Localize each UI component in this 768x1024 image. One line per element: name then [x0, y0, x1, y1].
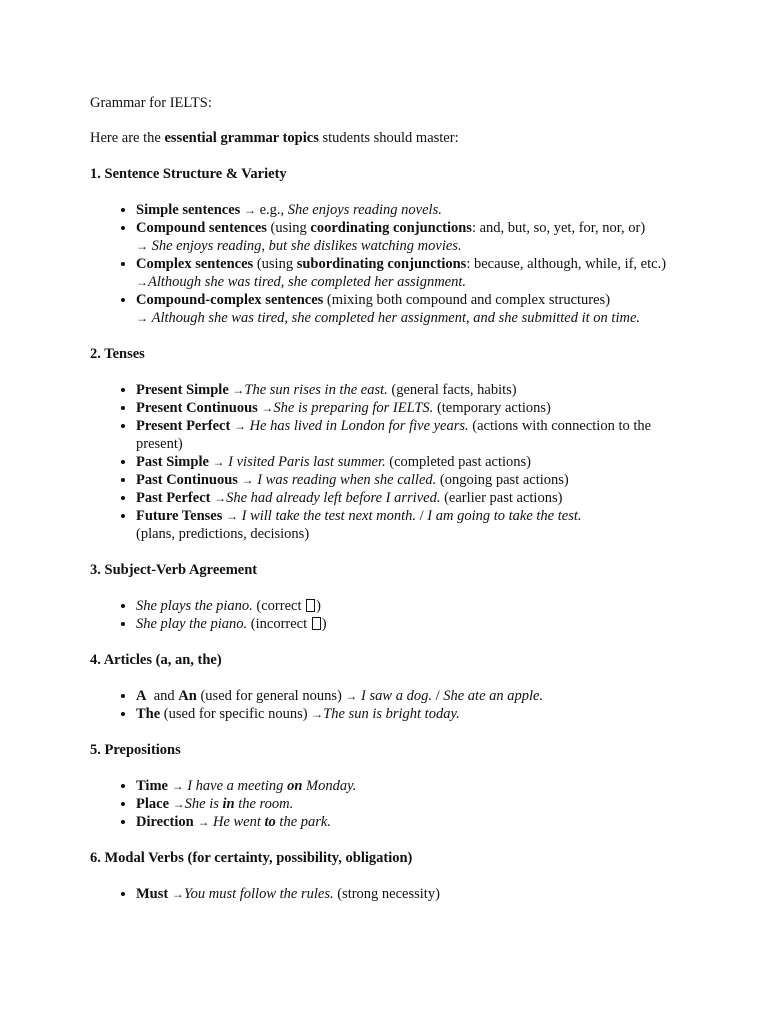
arrow-icon: → [311, 707, 324, 721]
list-item-past-perfect: • Past Perfect →She had already left before I arrived. (earlier past actions) [136, 489, 690, 507]
document-title: Grammar for IELTS: [90, 95, 212, 111]
list-item-past-continuous: • Past Continuous → I was reading when she called. (ongoing past actions) [136, 471, 690, 489]
list-item-complex-sentences: • Complex sentences (using subordinating conjunctions: because, although, while, if, etc.) →Although she was tired, she completed her assignment. [136, 255, 690, 291]
list-item-incorrect-example: • She play the piano. (incorrect ) [136, 615, 690, 633]
tenses-list [90, 381, 690, 543]
articles-list [90, 687, 690, 723]
arrow-icon: → [345, 689, 358, 703]
prepositions-list [90, 777, 690, 831]
list-item-a-an: • A and An (used for general nouns) → I saw a dog. / She ate an apple. [136, 687, 690, 705]
arrow-icon: → [172, 797, 185, 811]
arrow-icon: → [171, 887, 184, 901]
list-item-must: • Must →You must follow the rules. (strong necessity) [136, 885, 690, 903]
list-item-direction: • Direction → He went to the park. [136, 813, 690, 831]
arrow-icon: → [233, 419, 246, 433]
section-heading-subject-verb-agreement: 3. Subject-Verb Agreement [90, 562, 258, 578]
arrow-icon: → [225, 509, 238, 523]
arrow-icon: → [197, 815, 210, 829]
section-heading-sentence-structure: 1. Sentence Structure & Variety [90, 166, 287, 182]
list-item-place: • Place →She is in the room. [136, 795, 690, 813]
list-item-compound-complex-sentences: • Compound-complex sentences (mixing both compound and complex structures) → Although she was tired, she completed her assignment, and she submitted it on time. [136, 291, 690, 327]
arrow-icon: → [136, 275, 148, 289]
missing-glyph-icon [312, 617, 321, 630]
intro-paragraph: Here are the essential grammar topics students should master: [90, 130, 459, 146]
list-item-present-continuous: • Present Continuous →She is preparing for IELTS. (temporary actions) [136, 399, 690, 417]
section-heading-modal-verbs: 6. Modal Verbs (for certainty, possibility, obligation) [90, 850, 413, 866]
list-item-simple-sentences: • Simple sentences → e.g., She enjoys reading novels. [136, 201, 690, 219]
section-heading-prepositions: 5. Prepositions [90, 742, 181, 758]
list-item-time: • Time → I have a meeting on Monday. [136, 777, 690, 795]
list-item-the: • The (used for specific nouns) →The sun is bright today. [136, 705, 690, 723]
arrow-icon: → [243, 203, 256, 217]
list-item-future-tenses: • Future Tenses → I will take the test next month. / I am going to take the test. (plans, predictions, decisions) [136, 507, 690, 543]
arrow-icon: → [171, 779, 184, 793]
arrow-icon: → [214, 491, 227, 505]
arrow-icon: → [261, 401, 274, 415]
arrow-icon: → [136, 311, 148, 325]
list-item-present-perfect: • Present Perfect → He has lived in London for five years. (actions with connection to the present) [136, 417, 690, 453]
arrow-icon: → [241, 473, 254, 487]
missing-glyph-icon [306, 599, 315, 612]
modal-verbs-list [90, 885, 690, 903]
section-heading-tenses: 2. Tenses [90, 346, 145, 362]
list-item-compound-sentences: • Compound sentences (using coordinating conjunctions: and, but, so, yet, for, nor, or) → She enjoys reading, but she dislikes watching movies. [136, 219, 690, 255]
arrow-icon: → [136, 239, 148, 253]
list-item-correct-example: • She plays the piano. (correct ) [136, 597, 690, 615]
arrow-icon: → [212, 455, 225, 469]
list-item-past-simple: • Past Simple → I visited Paris last summer. (completed past actions) [136, 453, 690, 471]
list-item-present-simple: • Present Simple →The sun rises in the east. (general facts, habits) [136, 381, 690, 399]
subject-verb-list [90, 597, 690, 633]
section-heading-articles: 4. Articles (a, an, the) [90, 652, 222, 668]
arrow-icon: → [232, 383, 245, 397]
sentence-structure-list [90, 201, 690, 327]
document-page [90, 94, 690, 921]
